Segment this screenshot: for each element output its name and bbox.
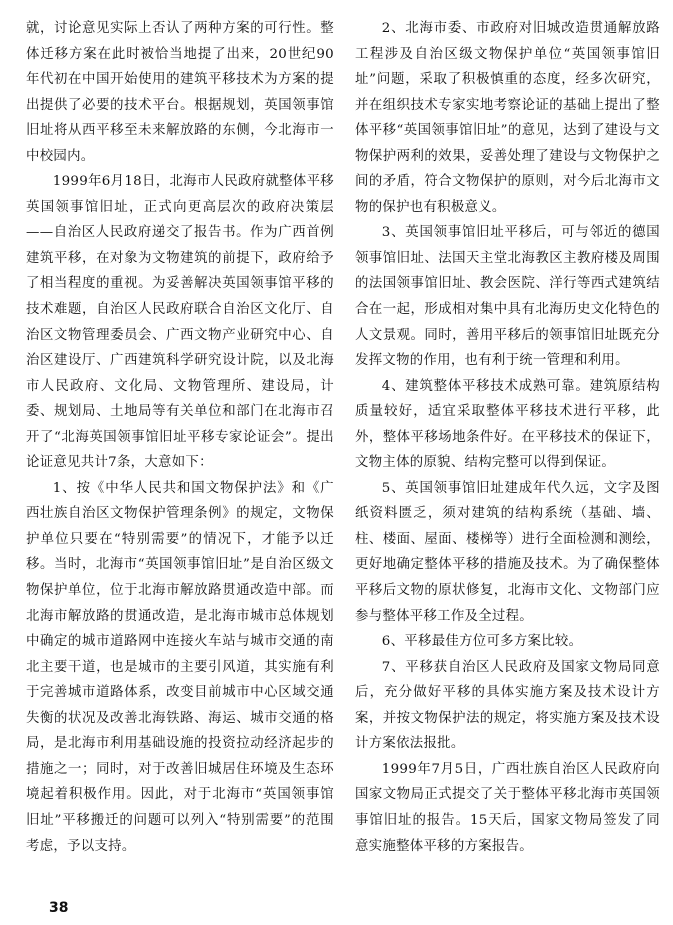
right-column: [355, 16, 660, 859]
paragraph-opinion-3: 3、英国领事馆旧址平移后，可与邻近的德国领事馆旧址、法国天主堂北海教区主教府楼及周围的法国领事馆旧址、教会医院、洋行等西式建筑结合在一起，形成相对集中具有北海历史文化特色的人文景观。同时，善用平移后的领事馆旧址既充分发挥文物的作用，也有利于统一管理和利用。: [355, 225, 660, 369]
page-number: 38: [49, 900, 69, 916]
paragraph-opinion-1: 1、按《中华人民共和国文物保护法》和《广西壮族自治区文物保护管理条例》的规定，文物保护单位只要在“特别需要”的情况下，才能予以迁移。当时，北海市“英国领事馆旧址”是自治区级文物保护单位，位于北海市解放路贯通改造中部。而北海市解放路的贯通改造，是北海市城市总体规划中确定的城市道路网中连接火车站与城市交通的南北主要干道，也是城市的主要引风道，其实施有利于完善城市道路体系，改变目前城市中心区域交通失衡的状况及改善北海铁路、海运、城市交通的格局，是北海市利用基础设施的投资拉动经济起步的措施之一；同时，对于改善旧城居住环境及生态环境起着积极作用。因此，对于北海市“英国领事馆旧址”平移搬迁的问题可以列入“特别需要”的范围考虑，予以支持。: [26, 480, 334, 854]
paragraph-approval: 1999年7月5日，广西壮族自治区人民政府向国家文物局正式提交了关于整体平移北海市英国领事馆旧址的报告。15天后，国家文物局签发了同意实施整体平移的方案报告。: [355, 761, 660, 854]
paragraph-report: 1999年6月18日，北海市人民政府就整体平移英国领事馆旧址，正式向更高层次的政府决策层——自治区人民政府递交了报告书。作为广西首例建筑平移，在对象为文物建筑的前提下，政府给予了相当程度的重视。为妥善解决英国领事馆平移的技术难题，自治区人民政府联合自治区文化厅、自治区文物管理委员会、广西文物产业研究中心、自治区建设厅、广西建筑科学研究设计院，以及北海市人民政府、文化局、文物管理所、建设局，计委、规划局、土地局等有关单位和部门在北海市召开了“北海英国领事馆旧址平移专家论证会”。提出论证意见共计7条，大意如下：: [26, 174, 334, 471]
paragraph-opinion-6: 6、平移最佳方位可多方案比较。: [381, 634, 583, 650]
paragraph-opinion-7: 7、平移获自治区人民政府及国家文物局同意后，充分做好平移的具体实施方案及技术设计方案，并按文物保护法的规定，将实施方案及技术设计方案依法报批。: [355, 659, 660, 752]
paragraph-opinion-5: 5、英国领事馆旧址建成年代久远，文字及图纸资料匮乏，须对建筑的结构系统（基础、墙、柱、楼面、屋面、楼梯等）进行全面检测和测绘，更好地确定整体平移的措施及技术。为了确保整体平移后文物的原状修复，北海市文化、文物部门应参与整体平移工作及全过程。: [355, 480, 660, 624]
left-column: [26, 16, 334, 859]
paragraph-opinion-2: 2、北海市委、市政府对旧城改造贯通解放路工程涉及自治区级文物保护单位“英国领事馆旧址”问题，采取了积极慎重的态度，经多次研究，并在组织技术专家实地考察论证的基础上提出了整体平移“英国领事馆旧址”的意见，达到了建设与文物保护两利的效果，妥善处理了建设与文物保护之间的矛盾，符合文物保护的原则，对今后北海市文物的保护也有积极意义。: [355, 21, 660, 215]
paragraph-opinion-4: 4、建筑整体平移技术成熟可靠。建筑原结构质量较好，适宜采取整体平移技术进行平移，此外，整体平移场地条件好。在平移技术的保证下，文物主体的原貌、结构完整可以得到保证。: [355, 378, 660, 471]
paragraph-continued: 就，讨论意见实际上否认了两种方案的可行性。整体迁移方案在此时被恰当地提了出来，20世纪90年代初在中国开始使用的建筑平移技术为方案的提出提供了必要的技术平台。根据规划，英国领事馆旧址将从西平移至未来解放路的东侧，今北海市一中校园内。: [26, 21, 334, 164]
